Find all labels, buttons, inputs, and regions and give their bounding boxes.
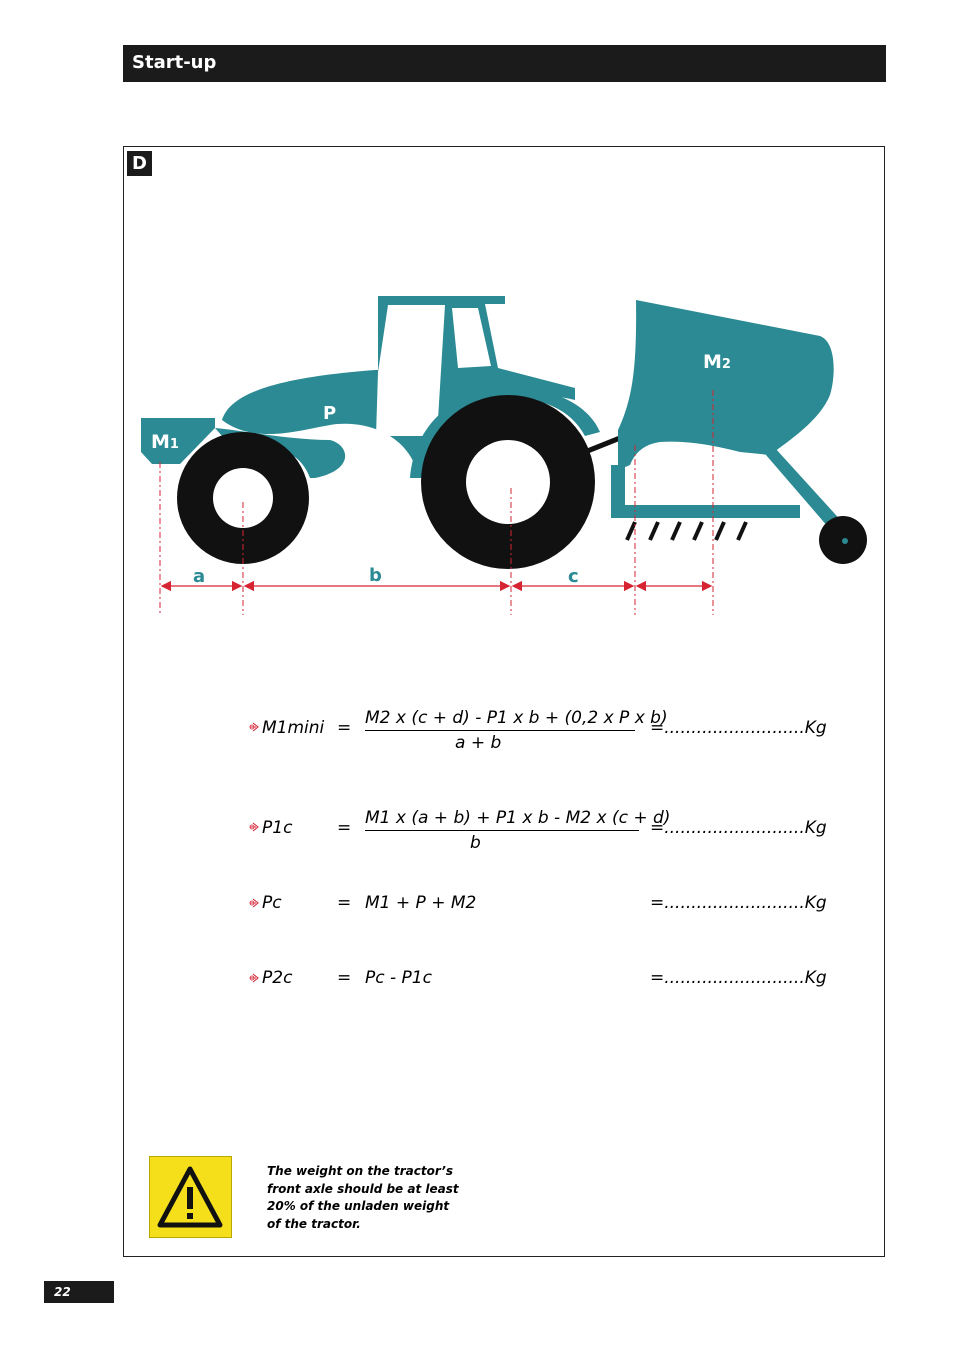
formula-name: Pc: [262, 893, 282, 913]
implement-frame: [611, 465, 800, 518]
formula-result: =..........................Kg: [650, 818, 827, 838]
formula-denominator: b: [470, 833, 481, 853]
formula-name: P1c: [262, 818, 293, 838]
formula-expression: Pc - P1c: [365, 968, 432, 988]
cab-window-left: [376, 305, 445, 436]
formula-m1mini: [249, 708, 827, 767]
formula-equals: =: [337, 818, 352, 838]
rear-hub: [466, 440, 550, 524]
formula-name: P2c: [262, 968, 293, 988]
warning-triangle-icon: [149, 1156, 232, 1238]
fraction-bar: [365, 830, 639, 831]
warning-text: [267, 1163, 467, 1233]
warning-line: front axle should be at least: [267, 1181, 459, 1196]
formula-p2c: [249, 968, 827, 992]
page-number-box: [44, 1281, 114, 1303]
warning-line: of the tractor.: [267, 1216, 361, 1231]
label-c: c: [568, 566, 579, 587]
implement-hopper: [618, 300, 834, 470]
implement-wheel-hub: [842, 538, 848, 544]
formula-p1c: [249, 808, 827, 867]
formula-expression: M1 + P + M2: [365, 893, 477, 913]
formula-equals: =: [337, 968, 352, 988]
figure-label: D: [127, 151, 152, 176]
label-b: b: [369, 565, 382, 586]
label-m1: M1: [151, 431, 179, 453]
warning-line: 20% of the unladen weight: [267, 1199, 450, 1213]
page-number: 22: [54, 1285, 71, 1299]
warning-line: The weight on the tractor’s: [267, 1164, 453, 1178]
section-title: Start-up: [132, 52, 217, 73]
formula-pc: [249, 893, 827, 917]
formula-result: =..........................Kg: [650, 968, 827, 988]
fraction-bar: [365, 730, 635, 731]
label-p: P: [323, 403, 337, 424]
formula-result: =..........................Kg: [650, 718, 827, 738]
formula-numerator: M2 x (c + d) - P1 x b + (0,2 x P x b): [365, 708, 668, 728]
implement-tines: [627, 522, 746, 540]
bullet-arrow-icon: [249, 721, 261, 733]
formula-numerator: M1 x (a + b) + P1 x b - M2 x (c + d): [365, 808, 671, 828]
formula-equals: =: [337, 893, 352, 913]
bullet-arrow-icon: [249, 821, 261, 833]
bullet-arrow-icon: [249, 897, 261, 909]
formula-name: M1mini: [262, 718, 325, 738]
formula-result: =..........................Kg: [650, 893, 827, 913]
formula-denominator: a + b: [455, 733, 502, 753]
label-a: a: [193, 566, 206, 587]
label-m2: M2: [703, 351, 731, 373]
bullet-arrow-icon: [249, 972, 261, 984]
formula-equals: =: [337, 718, 352, 738]
